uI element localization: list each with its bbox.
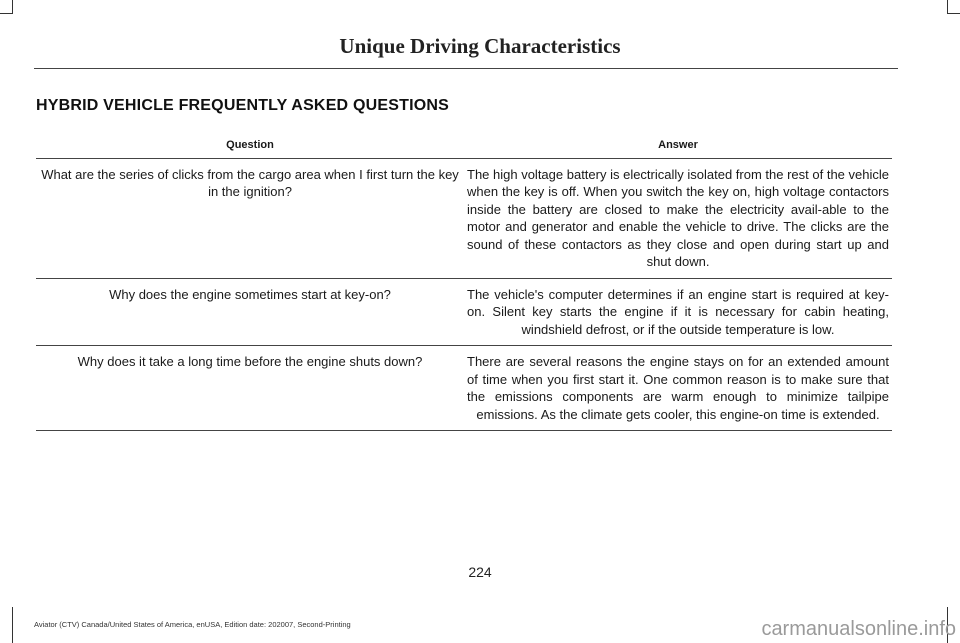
crop-mark-top-left-vertical: [12, 0, 13, 14]
page-number: 224: [468, 564, 492, 580]
crop-mark-top-left-horizontal: [0, 13, 13, 14]
section-heading: HYBRID VEHICLE FREQUENTLY ASKED QUESTIONS: [36, 97, 449, 114]
crop-mark-bottom-left: [12, 607, 13, 643]
watermark: carmanualsonline.info: [761, 618, 956, 640]
question-cell: Why does the engine sometimes start at key-on?: [36, 278, 464, 346]
table-row: [36, 158, 892, 278]
question-cell: Why does it take a long time before the engine shuts down?: [36, 346, 464, 431]
table-header-row: [36, 133, 892, 158]
faq-table: [36, 133, 892, 431]
column-header-answer: Answer: [464, 133, 892, 158]
header-divider: [34, 68, 898, 69]
answer-cell: There are several reasons the engine stays on for an extended amount of time when you first start it. One common reason is to make sure that the emissions components are warm enough to minimize tailpipe emissions. As the climate gets cooler, this engine-on time is extended.: [464, 346, 892, 431]
answer-cell: The vehicle's computer determines if an engine start is required at key-on. Silent key starts the engine if it is necessary for cabin heating, windshield defrost, or if the outside temperature is low.: [464, 278, 892, 346]
crop-mark-top-right-horizontal: [947, 13, 960, 14]
chapter-title: Unique Driving Characteristics: [339, 34, 621, 58]
table-row: [36, 278, 892, 346]
edition-footer: Aviator (CTV) Canada/United States of America, enUSA, Edition date: 202007, Second-Printing: [34, 620, 351, 629]
column-header-question: Question: [36, 133, 464, 158]
question-cell: What are the series of clicks from the cargo area when I first turn the key in the ignition?: [36, 158, 464, 278]
crop-mark-top-right-vertical: [947, 0, 948, 14]
answer-cell: The high voltage battery is electrically isolated from the rest of the vehicle when the key is off. When you switch the key on, high voltage contactors inside the battery are closed to make the electricity avail-able to the motor and generator and enable the vehicle to drive. The clicks are the sound of these contactors as they close and open during start up and shut down.: [464, 158, 892, 278]
table-row: [36, 346, 892, 431]
